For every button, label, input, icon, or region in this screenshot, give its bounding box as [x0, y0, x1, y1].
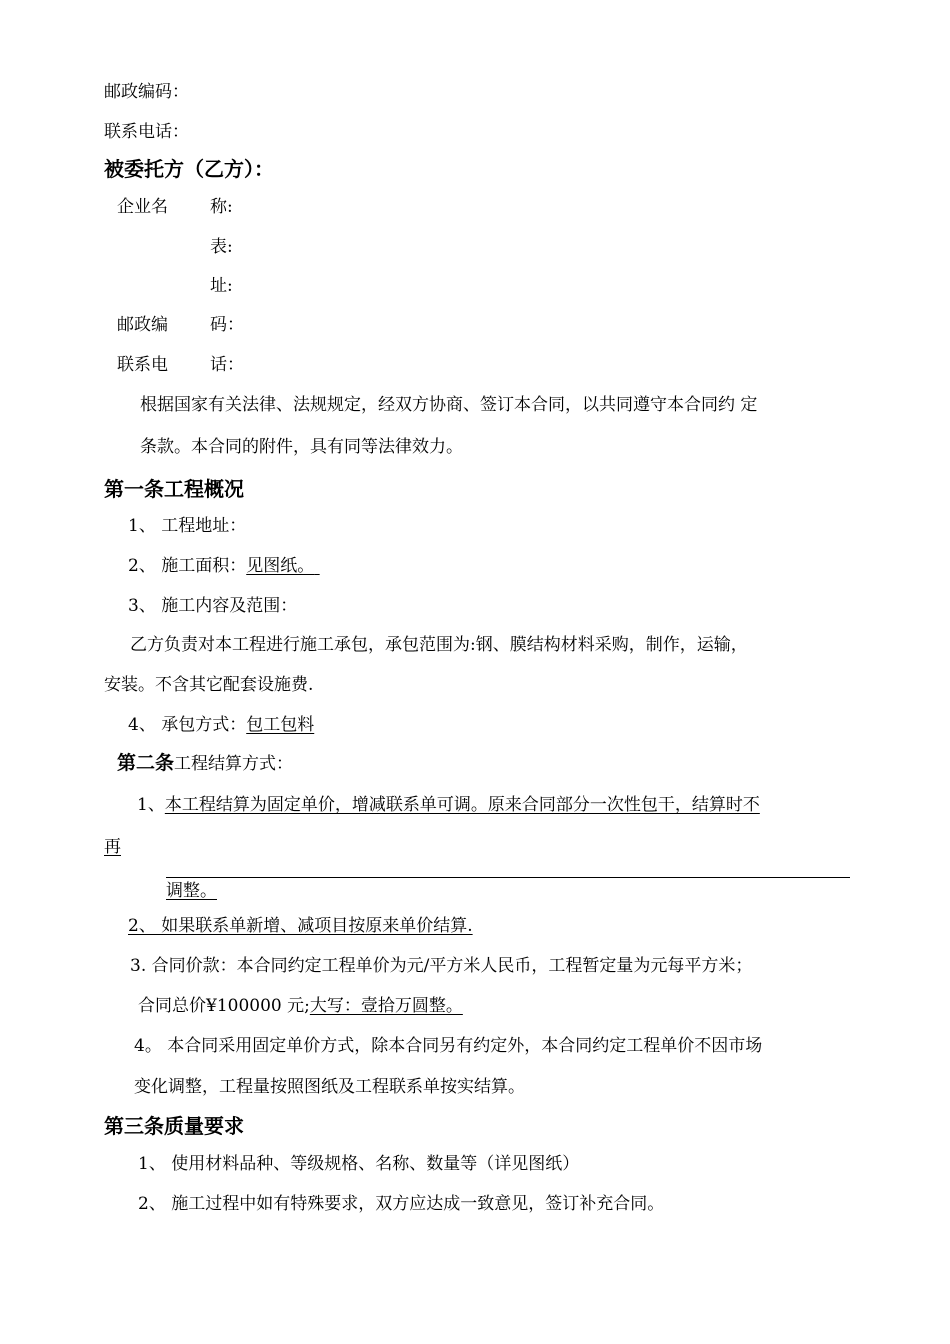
address-label: 址: [210, 276, 233, 296]
article-2-item-4-line-2: 变化调整，工程量按照图纸及工程联系单按实结算。 [134, 1077, 525, 1097]
item-2-value: 见图纸。 [246, 556, 315, 576]
item-4-value: 包工包料 [246, 715, 315, 735]
article-3-item-2: 2、 施工过程中如有特殊要求，双方应达成一致意见，签订补充合同。 [138, 1194, 665, 1214]
article-1-item-2 [128, 555, 320, 577]
postal-label-right: 码： [210, 315, 244, 335]
item-4-label: 4、 承包方式： [128, 715, 247, 735]
article-2-item-1 [137, 794, 760, 816]
item-2-label: 2、 施工面积： [128, 556, 247, 576]
item-1-text: 本工程结算为固定单价，增减联系单可调。原来合同部分一次性包干，结算时不 [164, 795, 760, 815]
representative-label: 表: [210, 237, 233, 257]
phone-label-left: 联系电 [117, 355, 168, 375]
party-b-heading: 被委托方（乙方）： [104, 157, 274, 181]
article-3-heading: 第三条质量要求 [104, 1114, 244, 1138]
article-2-heading-rest: 工程结算方式： [174, 754, 294, 774]
article-3-item-1: 1、 使用材料品种、等级规格、名称、数量等（详见图纸） [138, 1154, 580, 1174]
article-2-item-1-cont: 调整。 [166, 881, 217, 901]
article-1-heading: 第一条工程概况 [104, 477, 244, 501]
scope-line-2: 安装。不含其它配套设施费. [104, 675, 314, 695]
article-1-item-4 [128, 714, 314, 736]
article-2-item-4-line-1: 4。 本合同采用固定单价方式，除本合同另有约定外，本合同约定工程单价不因市场 [134, 1036, 763, 1056]
article-2-heading [117, 752, 293, 775]
article-2-item-1-wrap: 再 [104, 837, 121, 857]
article-2-item-3-line-2 [138, 995, 463, 1017]
article-2-item-2: 2、 如果联系单新增、减项目按原来单价结算. [128, 916, 473, 936]
preamble-line-1: 根据国家有关法律、法规规定，经双方协商、签订本合同，以共同遵守本合同约 定 [140, 395, 758, 415]
postal-label-left: 邮政编 [117, 315, 168, 335]
contract-total-words: 大写：壹拾万圆整。 [309, 996, 463, 1016]
preamble-line-2: 条款。本合同的附件，具有同等法律效力。 [140, 437, 463, 457]
phone-label-right: 话： [210, 355, 244, 375]
fill-line [166, 877, 850, 878]
article-2-item-3-line-1: 3. 合同价款：本合同约定工程单价为元/平方米人民币，工程暂定量为元每平方米； [130, 956, 753, 976]
item-1-number: 1、 [137, 795, 165, 815]
contract-total: 合同总价¥100000 元; [138, 996, 310, 1016]
party-a-phone: 联系电话： [104, 122, 189, 142]
article-1-item-3: 3、 施工内容及范围： [128, 596, 298, 616]
article-1-item-1: 1、 工程地址： [128, 516, 247, 536]
company-name-label: 企业名 [117, 197, 168, 217]
party-a-postal-code: 邮政编码： [104, 82, 189, 102]
company-name-colon: 称: [210, 197, 233, 217]
article-2-heading-bold: 第二条 [117, 752, 175, 774]
scope-line-1: 乙方负责对本工程进行施工承包，承包范围为:钢、膜结构材料采购，制作，运输， [130, 635, 748, 655]
